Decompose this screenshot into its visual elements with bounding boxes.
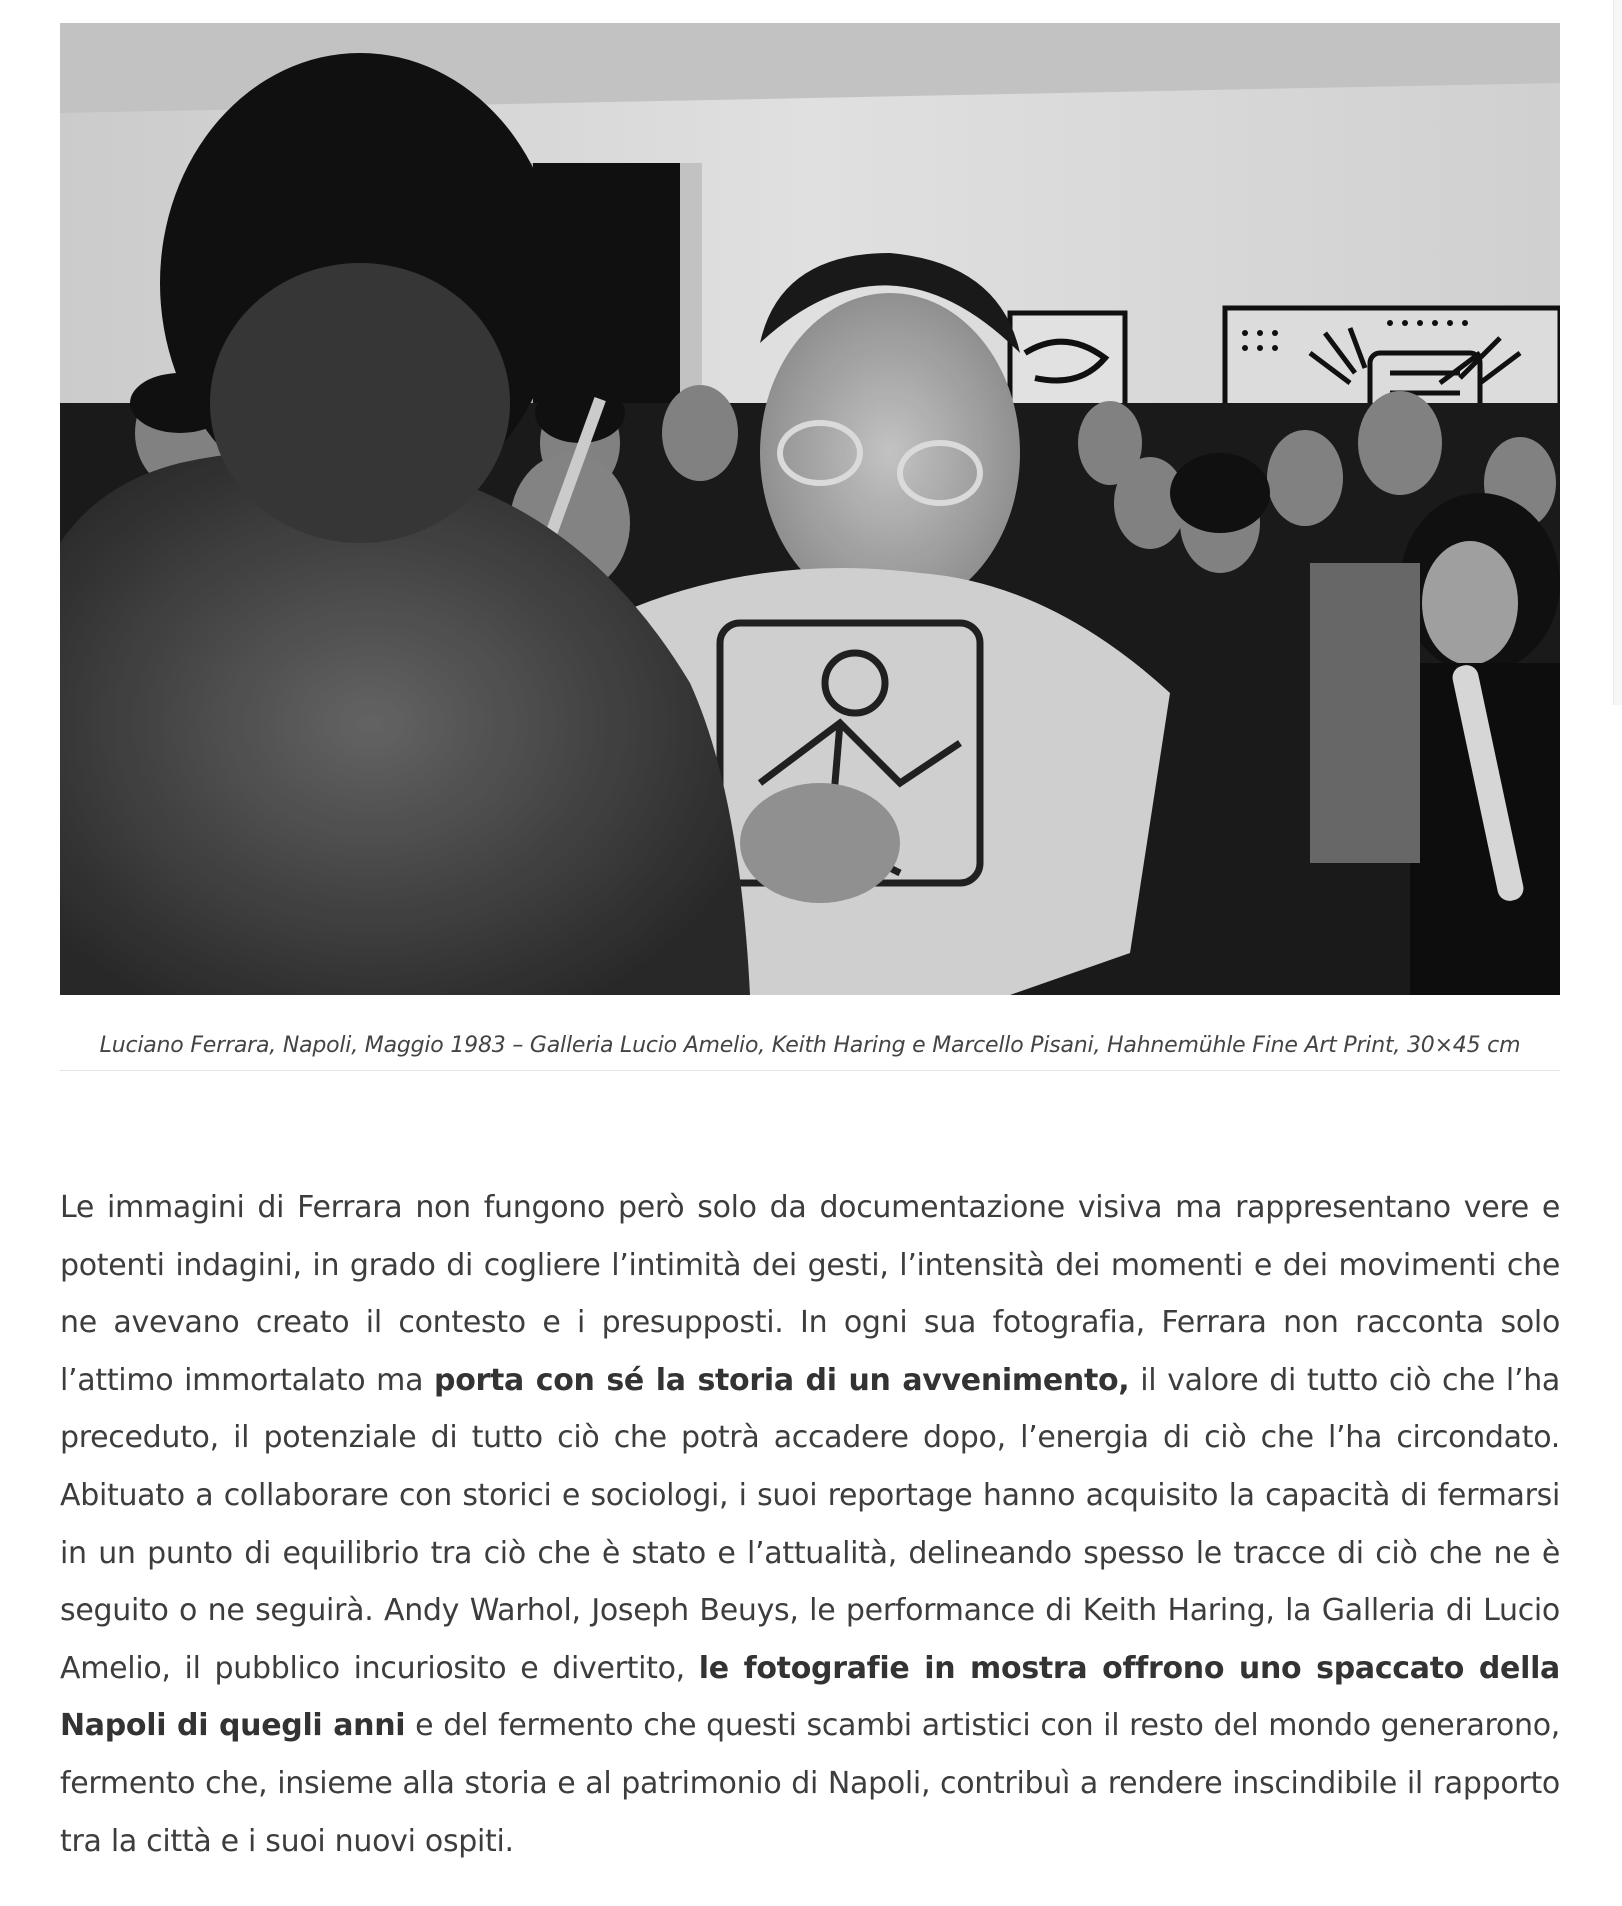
article-figure xyxy=(60,23,1560,1071)
paragraph-text: il valore di tutto ciò che l’ha preceduto, il potenziale di tutto ciò che potrà accadere dopo, l’energia di ciò che l’ha circondato. Abituato a collaborare con storici e sociologi, i suoi reportage hanno acquisito la capacità di fermarsi in un punto di equilibrio tra ciò che è stato e l’attualità, delineando spesso le tracce di ciò che ne è seguito o ne seguirà. Andy Warhol, Joseph Beuys, le performance di Keith Haring, la Galleria di Lucio Amelio, il pubblico incuriosito e divertito, xyxy=(60,1362,1560,1686)
photo-icon xyxy=(60,23,1560,995)
paragraph-bold-text: le fotografie in mostra offrono uno spaccato della Napoli di quegli anni xyxy=(60,1650,1561,1744)
scrollbar[interactable] xyxy=(1613,0,1622,705)
article-content xyxy=(60,23,1560,1870)
paragraph-bold-text: porta con sé la storia di un avvenimento, xyxy=(434,1362,1130,1398)
paragraph-text: e del fermento che questi scambi artistici con il resto del mondo generarono, fermento che, insieme alla storia e al patrimonio di Napoli, contribuì a rendere inscindibile il rapporto tra la città e i suoi nuovi ospiti. xyxy=(60,1708,1560,1859)
article-paragraph xyxy=(60,1179,1560,1870)
gallery-photo xyxy=(60,23,1560,995)
figure-caption: Luciano Ferrara, Napoli, Maggio 1983 – Galleria Lucio Amelio, Keith Haring e Marcello Pisani, Hahnemühle Fine Art Print, 30×45 cm xyxy=(60,995,1560,1071)
paragraph-text: Le immagini di Ferrara non fungono però solo da documentazione visiva ma rappresentano vere e potenti indagini, in grado di cogliere l’intimità dei gesti, l’intensità dei momenti e dei movimenti che ne avevano creato il contesto e i presupposti. In ogni sua fotografia, Ferrara non racconta solo l’attimo immortalato ma xyxy=(60,1190,1560,1398)
